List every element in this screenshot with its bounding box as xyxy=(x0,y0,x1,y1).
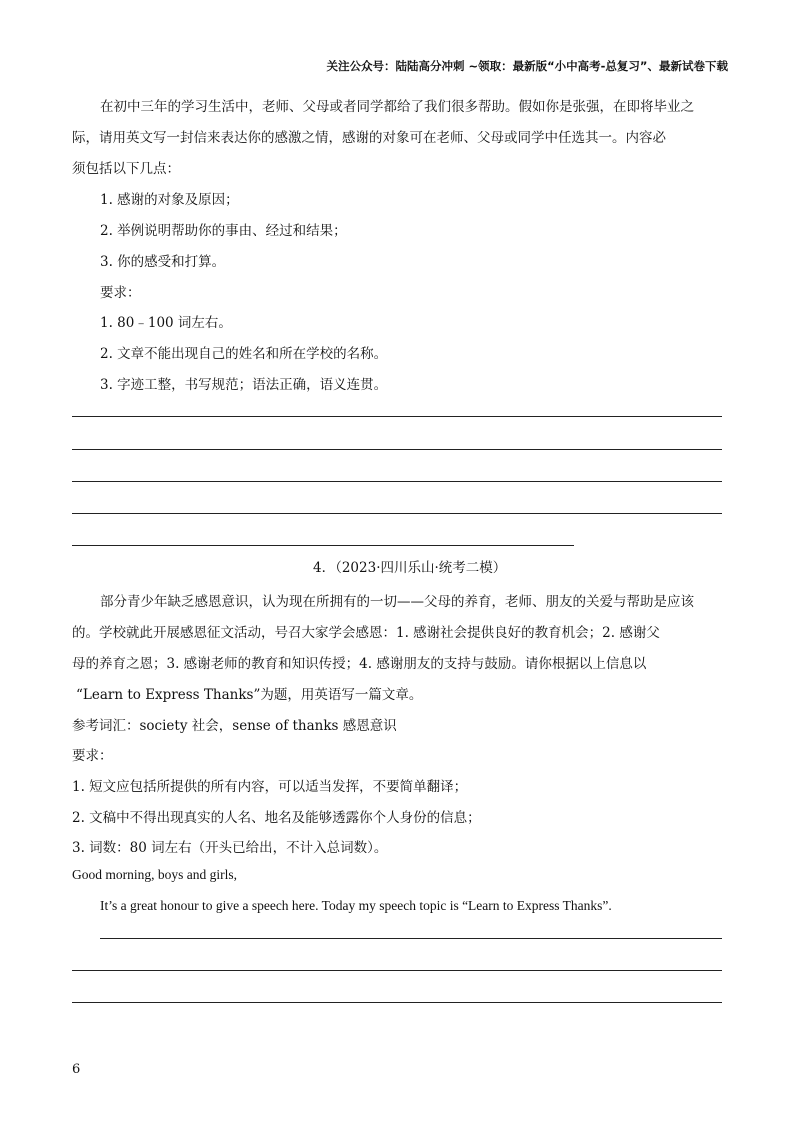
q4-opening-greeting: Good morning, boys and girls, xyxy=(72,867,237,882)
answer-line xyxy=(72,416,722,417)
q4-opening-sentence: It’s a great honour to give a speech here. Today my speech topic is “Learn to Express Thanks”. xyxy=(100,898,612,913)
q3-point-3: 3. 你的感受和打算。 xyxy=(100,254,226,270)
q4-line-4: “Learn to Express Thanks”为题，用英语写一篇文章。 xyxy=(76,687,423,703)
answer-line xyxy=(72,970,722,971)
q3-requirements-title: 要求： xyxy=(100,285,141,301)
q3-line-2: 际，请用英文写一封信来表达你的感激之情，感谢的对象可在老师、父母或同学中任选其一。内容必 xyxy=(72,130,666,146)
q4-requirement-1: 1. 短文应包括所提供的所有内容，可以适当发挥，不要简单翻译； xyxy=(72,779,468,795)
answer-line xyxy=(72,545,574,546)
q4-requirement-3: 3. 词数：80 词左右（开头已给出，不计入总词数）。 xyxy=(72,840,388,856)
q3-requirement-1: 1. 80﹣100 词左右。 xyxy=(100,315,232,331)
q3-requirement-3: 3. 字迹工整，书写规范；语法正确，语义连贯。 xyxy=(100,377,388,393)
page-header: 关注公众号：陆陆高分冲刺 ~领取：最新版“小中高考-总复习”、最新试卷下载 xyxy=(326,59,728,73)
q4-line-2: 的。学校就此开展感恩征文活动，号召大家学会感恩：1. 感谢社会提供良好的教育机会；2. 感谢父 xyxy=(72,625,660,641)
q4-heading: 4．（2023·四川乐山·统考二模） xyxy=(313,560,507,576)
q3-point-2: 2. 举例说明帮助你的事由、经过和结果； xyxy=(100,223,347,239)
answer-line xyxy=(72,1002,722,1003)
answer-line xyxy=(72,449,722,450)
answer-line xyxy=(100,938,722,939)
q4-line-1: 部分青少年缺乏感恩意识，认为现在所拥有的一切——父母的养育，老师、朋友的关爱与帮助是应该 xyxy=(100,594,694,610)
page-number: 6 xyxy=(72,1062,81,1077)
q4-requirements-title: 要求： xyxy=(72,748,113,764)
q3-point-1: 1. 感谢的对象及原因； xyxy=(100,192,239,208)
q4-vocabulary: 参考词汇：society 社会，sense of thanks 感恩意识 xyxy=(72,718,397,734)
q3-line-3: 须包括以下几点： xyxy=(72,161,180,177)
answer-line xyxy=(72,481,722,482)
q3-line-1: 在初中三年的学习生活中，老师、父母或者同学都给了我们很多帮助。假如你是张强，在即将毕业之 xyxy=(100,99,694,115)
q3-requirement-2: 2. 文章不能出现自己的姓名和所在学校的名称。 xyxy=(100,346,388,362)
answer-line xyxy=(72,513,722,514)
q4-line-3: 母的养育之恩；3. 感谢老师的教育和知识传授；4. 感谢朋友的支持与鼓励。请你根据以上信息以 xyxy=(72,656,647,672)
q4-requirement-2: 2. 文稿中不得出现真实的人名、地名及能够透露你个人身份的信息； xyxy=(72,810,481,826)
